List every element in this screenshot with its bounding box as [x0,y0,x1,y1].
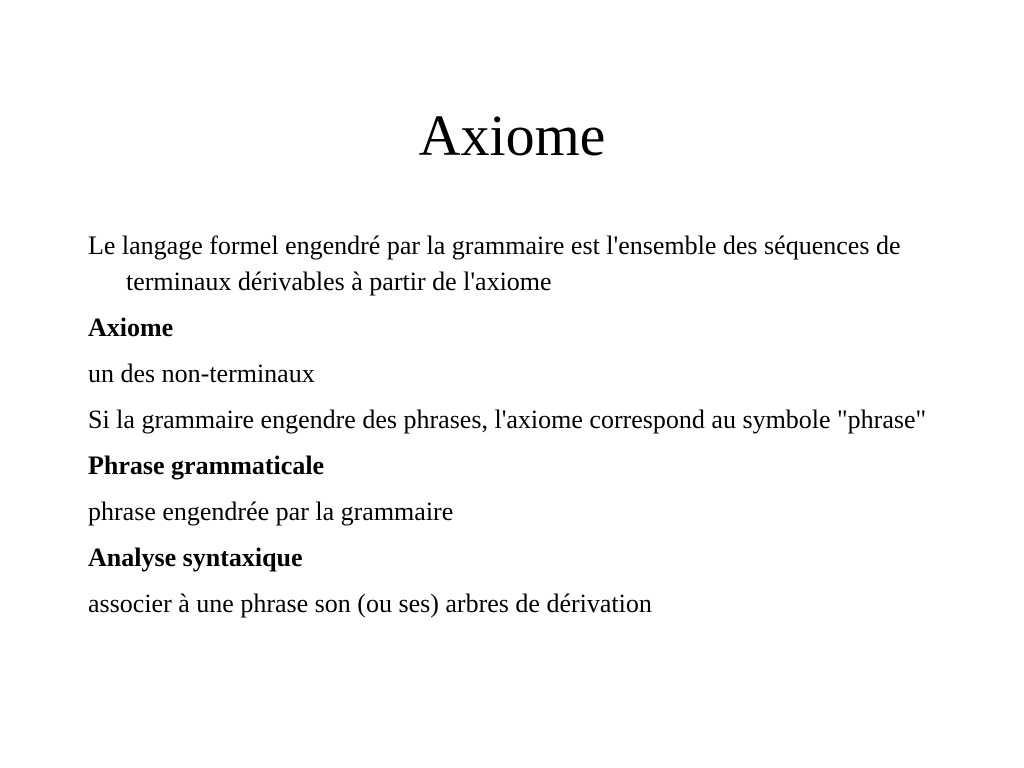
definition-axiome: un des non-terminaux [88,359,315,388]
paragraph-axiome-phrase: Si la grammaire engendre des phrases, l'axiome correspond au symbole "phrase" [88,405,927,434]
slide-title: Axiome [418,103,606,168]
term-axiome: Axiome [88,313,174,342]
definition-phrase-grammaticale: phrase engendrée par la grammaire [88,497,454,526]
term-phrase-grammaticale: Phrase grammaticale [88,451,325,480]
definition-analyse-syntaxique: associer à une phrase son (ou ses) arbres de dérivation [88,589,652,618]
slide-body [88,228,958,632]
paragraph-definition-language: Le langage formel engendré par la grammaire est l'ensemble des séquences de terminaux dérivables à partir de l'axiome [88,231,901,296]
term-analyse-syntaxique: Analyse syntaxique [88,543,303,572]
